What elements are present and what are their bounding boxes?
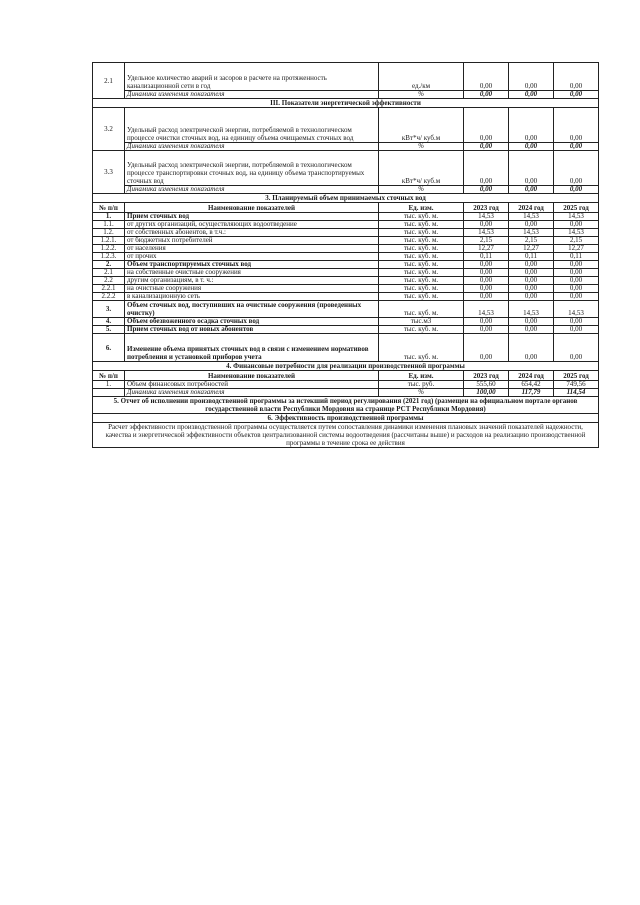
column-header: Ед. изм. (379, 371, 464, 381)
value-cell: 0,00 (464, 318, 509, 326)
indicator-name: Изменение объема принятых сточных вод в связи с изменением нормативов потребления и установкой приборов учета (125, 334, 379, 362)
value-cell: 0,00 (464, 108, 509, 143)
value-cell: 654,42 (509, 381, 554, 389)
row-number: 4. (93, 318, 125, 326)
paragraph-text: Расчет эффективности производственной программы осуществляется путем сопоставления динамики изменения плановых значений показателей надежности, качества и энергетической эффективности объектов централизованной системы водоотведения (рассчитаны выше) и расходов на реализацию производственной программы в течение срока ее действия (93, 423, 599, 448)
value-cell: 0,00 (464, 326, 509, 334)
value-cell: 0,00 (509, 108, 554, 143)
row-number: 2.2.1 (93, 285, 125, 293)
dynamics-label: Динамика изменения показателя (125, 143, 379, 151)
column-header: Наименование показателей (125, 371, 379, 381)
value-cell: 12,27 (509, 245, 554, 253)
table-row (93, 237, 599, 245)
value-cell: 0,00 (554, 269, 599, 277)
table-row (93, 326, 599, 334)
unit-cell: тыс. куб. м. (379, 221, 464, 229)
table-row (93, 229, 599, 237)
indicator-name: Объем финансовых потребностей (125, 381, 379, 389)
unit-cell: тыс. куб. м. (379, 326, 464, 334)
value-cell: 114,54 (554, 389, 599, 397)
indicator-name: от прочих (125, 253, 379, 261)
column-header: 2023 год (464, 203, 509, 213)
value-cell: 0,00 (464, 91, 509, 99)
unit-cell: тыс. руб. (379, 381, 464, 389)
column-header: № п/п (93, 203, 125, 213)
value-cell: 14,53 (464, 229, 509, 237)
indicator-name: другим организациям, в т. ч.: (125, 277, 379, 285)
value-cell: 0,00 (554, 91, 599, 99)
value-cell: 0,00 (509, 261, 554, 269)
value-cell: 0,00 (554, 261, 599, 269)
value-cell: 0,00 (554, 221, 599, 229)
value-cell: 0,00 (554, 151, 599, 186)
table-row (93, 245, 599, 253)
value-cell: 0,00 (464, 285, 509, 293)
column-header: 2025 год (554, 371, 599, 381)
value-cell: 12,27 (554, 245, 599, 253)
column-header: 2024 год (509, 371, 554, 381)
row-number: 1.2.2. (93, 245, 125, 253)
table-row (93, 253, 599, 261)
value-cell: 0,00 (554, 277, 599, 285)
indicator-name: от населения (125, 245, 379, 253)
value-cell: 0,00 (509, 221, 554, 229)
unit-cell: тыс. куб. м. (379, 245, 464, 253)
dynamics-row (93, 389, 599, 397)
value-cell: 0,00 (464, 186, 509, 194)
indicator-name: Прием сточных вод от новых абонентов (125, 326, 379, 334)
value-cell: 14,53 (554, 229, 599, 237)
table-row (93, 334, 599, 362)
row-number: 1.2.1. (93, 237, 125, 245)
dynamics-row (93, 143, 599, 151)
section-row (93, 99, 599, 108)
section-title: 6. Эффективность производственной программы (93, 414, 599, 423)
row-number: 1. (93, 213, 125, 221)
value-cell: 0,00 (509, 63, 554, 91)
value-cell: 0,00 (509, 318, 554, 326)
row-number: 1.2.3. (93, 253, 125, 261)
value-cell: 0,00 (554, 186, 599, 194)
paragraph-row (93, 423, 599, 448)
table-row (93, 318, 599, 326)
value-cell: 0,00 (464, 334, 509, 362)
value-cell: 0,00 (554, 293, 599, 301)
value-cell: 0,11 (554, 253, 599, 261)
indicator-name: в канализационную сеть (125, 293, 379, 301)
unit-cell: % (379, 91, 464, 99)
value-cell: 100,00 (464, 389, 509, 397)
table-row (93, 221, 599, 229)
indicator-name: Объем сточных вод, поступивших на очистные сооружения (проведенных очистку) (125, 301, 379, 318)
table-row (93, 277, 599, 285)
row-number: 2.2 (93, 277, 125, 285)
indicator-name: Удельное количество аварий и засоров в расчете на протяженность канализационной сети в год (125, 63, 379, 91)
value-cell: 0,00 (554, 143, 599, 151)
column-header: Наименование показателей (125, 203, 379, 213)
value-cell: 0,00 (464, 269, 509, 277)
value-cell: 0,00 (554, 63, 599, 91)
indicator-name: от других организаций, осуществляющих водоотведение (125, 221, 379, 229)
value-cell: 2,15 (464, 237, 509, 245)
value-cell: 0,00 (509, 269, 554, 277)
unit-cell: % (379, 186, 464, 194)
indicator-name: Удельный расход электрической энергии, потребляемой в технологическом процессе очистки сточных вод, на единицу объема очищаемых сточных вод (125, 108, 379, 143)
unit-cell: % (379, 143, 464, 151)
value-cell: 0,00 (554, 326, 599, 334)
column-header: 2025 год (554, 203, 599, 213)
table-row (93, 285, 599, 293)
unit-cell: кВт*ч/ куб.м (379, 108, 464, 143)
value-cell: 0,00 (509, 326, 554, 334)
indicator-name: на собственные очистные сооружения (125, 269, 379, 277)
value-cell: 0,00 (509, 91, 554, 99)
production-program-table (92, 62, 599, 448)
section-title: 3. Планируемый объем принимаемых сточных вод (93, 194, 599, 203)
unit-cell: тыс. куб. м. (379, 229, 464, 237)
value-cell: 555,60 (464, 381, 509, 389)
indicator-name: от собственных абонентов, в т.ч.: (125, 229, 379, 237)
value-cell: 0,00 (509, 285, 554, 293)
value-cell: 14,53 (554, 213, 599, 221)
value-cell: 0,11 (464, 253, 509, 261)
unit-cell: тыс. куб. м. (379, 285, 464, 293)
value-cell: 14,53 (509, 301, 554, 318)
unit-cell: тыс. куб. м. (379, 334, 464, 362)
row-number: 2. (93, 261, 125, 269)
row-number: 1.1. (93, 221, 125, 229)
dynamics-row (93, 186, 599, 194)
metric-row (93, 151, 599, 186)
section-row (93, 362, 599, 371)
unit-cell: тыс. куб. м. (379, 261, 464, 269)
value-cell: 0,00 (464, 151, 509, 186)
table-row (93, 269, 599, 277)
value-cell: 0,00 (464, 293, 509, 301)
row-number: 1. (93, 381, 125, 389)
metric-row (93, 108, 599, 143)
value-cell: 0,00 (509, 334, 554, 362)
indicator-name: на очистные сооружения (125, 285, 379, 293)
value-cell: 0,00 (464, 63, 509, 91)
row-number: 2.2.2 (93, 293, 125, 301)
value-cell: 12,27 (464, 245, 509, 253)
row-number: 3.3 (93, 151, 125, 194)
value-cell: 0,00 (554, 334, 599, 362)
section-row (93, 194, 599, 203)
value-cell: 0,00 (554, 318, 599, 326)
column-header: 2023 год (464, 371, 509, 381)
value-cell: 14,53 (509, 229, 554, 237)
row-number: 3. (93, 301, 125, 318)
unit-cell: кВт*ч/ куб.м (379, 151, 464, 186)
value-cell: 0,00 (464, 143, 509, 151)
table-row (93, 301, 599, 318)
value-cell: 14,53 (464, 301, 509, 318)
unit-cell: тыс. куб. м. (379, 253, 464, 261)
unit-cell: % (379, 389, 464, 397)
table-header-row (93, 371, 599, 381)
unit-cell: тыс. куб. м. (379, 269, 464, 277)
dynamics-label: Динамика изменения показателя (125, 91, 379, 99)
row-number: 5. (93, 326, 125, 334)
row-number: 1.2. (93, 229, 125, 237)
value-cell: 749,56 (554, 381, 599, 389)
unit-cell: тыс. куб. м. (379, 293, 464, 301)
section-title: 4. Финансовые потребности для реализации производственной программы (93, 362, 599, 371)
indicator-name: Удельный расход электрической энергии, потребляемой в технологическом процессе транспортировки сточных вод, на единицу объема транспортируемых сточных вод (125, 151, 379, 186)
value-cell: 0,00 (464, 261, 509, 269)
table-row (93, 213, 599, 221)
value-cell: 0,00 (464, 277, 509, 285)
value-cell: 0,00 (509, 293, 554, 301)
indicator-name: Прием сточных вод (125, 213, 379, 221)
row-number: 6. (93, 334, 125, 362)
indicator-name: Объем обезвоженного осадка сточных вод (125, 318, 379, 326)
value-cell: 14,53 (554, 301, 599, 318)
value-cell: 0,00 (464, 221, 509, 229)
indicator-name: от бюджетных потребителей (125, 237, 379, 245)
unit-cell: тыс. куб. м. (379, 213, 464, 221)
metric-row (93, 63, 599, 91)
value-cell: 0,00 (509, 186, 554, 194)
value-cell: 0,00 (509, 143, 554, 151)
value-cell: 14,53 (464, 213, 509, 221)
unit-cell: тыс. куб. м. (379, 277, 464, 285)
indicator-name: Объем транспортируемых сточных вод (125, 261, 379, 269)
row-number: 2.1 (93, 63, 125, 99)
dynamics-row (93, 91, 599, 99)
value-cell: 0,00 (509, 151, 554, 186)
row-number: 3.2 (93, 108, 125, 151)
unit-cell: тыс. куб. м. (379, 237, 464, 245)
paragraph-text: 5. Отчет об исполнении производственной программы за истекший период регулирования (2021 год) (размещен на официальном портале органов государственной власти Республики Мордовия на странице РСТ Республики Мордовия) (93, 397, 599, 414)
table-header-row (93, 203, 599, 213)
value-cell: 0,00 (554, 108, 599, 143)
unit-cell: ед./км (379, 63, 464, 91)
column-header: Ед. изм. (379, 203, 464, 213)
paragraph-row (93, 397, 599, 414)
value-cell: 2,15 (509, 237, 554, 245)
value-cell: 14,53 (509, 213, 554, 221)
value-cell: 0,11 (509, 253, 554, 261)
value-cell: 0,00 (554, 285, 599, 293)
value-cell: 0,00 (509, 277, 554, 285)
column-header: 2024 год (509, 203, 554, 213)
value-cell: 117,79 (509, 389, 554, 397)
row-number: 2.1 (93, 269, 125, 277)
value-cell: 2,15 (554, 237, 599, 245)
column-header: № п/п (93, 371, 125, 381)
indicator-name: Динамика изменения показателя (125, 389, 379, 397)
unit-cell: тыс. куб. м. (379, 301, 464, 318)
section-title: III. Показатели энергетической эффективности (93, 99, 599, 108)
section-row (93, 414, 599, 423)
table-row (93, 261, 599, 269)
table-row (93, 381, 599, 389)
table-row (93, 293, 599, 301)
unit-cell: тыс.м3 (379, 318, 464, 326)
row-number (93, 389, 125, 397)
dynamics-label: Динамика изменения показателя (125, 186, 379, 194)
